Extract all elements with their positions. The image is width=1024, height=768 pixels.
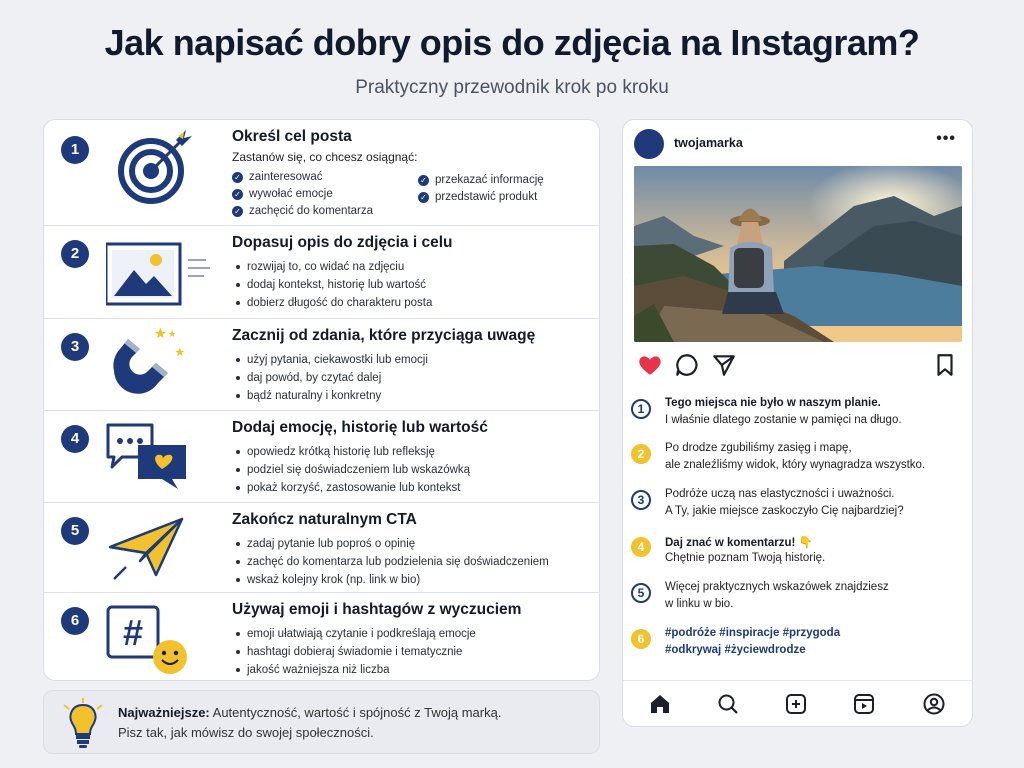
page-title: Jak napisać dobry opis do zdjęcia na Instagram? [104,22,920,63]
caption-number: 2 [631,444,651,464]
caption-line: Więcej praktycznych wskazówek znajdziesz [665,581,889,593]
step-2 [44,225,600,316]
bullet-list [234,443,470,497]
step-4 [44,410,600,501]
step-intro: Zastanów się, co chcesz osiągnąć: [232,150,418,164]
step-3 [44,318,600,409]
instagram-post-mockup [622,119,973,727]
step-1 [44,120,600,217]
step-title: Zacznij od zdania, które przyciąga uwagę [232,327,536,344]
goals-list-left [232,169,373,220]
list-item: pokaż korzyść, zastosowanie lub kontekst [234,479,470,497]
step-title: Zakończ naturalnym CTA [232,511,417,528]
list-item: zadaj pytanie lub poproś o opinię [234,535,549,553]
caption-line: Chętnie poznam Twoją historię. [665,552,826,564]
step-title: Używaj emoji i hashtagów z wyczuciem [232,601,522,618]
list-item: ✓ przedstawić produkt [418,189,544,206]
list-item: zachęć do komentarza lub podzielenia się doświadczeniem [234,553,549,571]
page-subtitle: Praktyczny przewodnik krok po kroku [355,77,669,98]
bullet-list [234,351,428,405]
profile-icon[interactable] [922,692,946,716]
more-options-icon[interactable]: ••• [936,130,956,147]
caption-line: Tego miejsca nie było w naszym planie. [665,397,881,409]
caption-number: 4 [631,537,651,557]
avatar[interactable] [634,129,664,159]
caption-line: I właśnie dlatego zostanie w pamięci na długo. [665,414,902,426]
caption-line: w linku w bio. [665,598,734,610]
step-title: Dodaj emocję, historię lub wartość [232,419,488,436]
list-item: daj powód, by czytać dalej [234,369,428,387]
tip-label: Najważniejsze: [118,705,210,720]
caption-number: 3 [631,490,651,510]
username[interactable]: twojamarka [674,136,743,150]
step-number: 5 [61,517,89,545]
list-item: opowiedz krótką historię lub refleksję [234,443,470,461]
heart-icon[interactable] [637,352,663,378]
tip-text-1 [118,705,501,720]
bookmark-icon[interactable] [932,352,958,378]
hashtag-line[interactable]: #odkrywaj #życiewdrodze [665,644,806,656]
list-item: rozwijaj to, co widać na zdjęciu [234,258,432,276]
list-item: podziel się doświadczeniem lub wskazówką [234,461,470,479]
bullet-list [234,535,549,589]
list-item: ✓ przekazać informację [418,172,544,189]
caption-line: ale znaleźliśmy widok, który wynagradza wszystko. [665,459,926,471]
step-number: 4 [61,425,89,453]
share-icon[interactable] [711,352,737,378]
tip-text-2: Pisz tak, jak mówisz do swojej społeczności. [118,725,374,740]
step-title: Dopasuj opis do zdjęcia i celu [232,234,453,251]
list-item: użyj pytania, ciekawostki lub emocji [234,351,428,369]
post-actions [623,352,973,380]
light-bulb-icon [60,697,106,749]
comment-icon[interactable] [674,352,700,378]
caption-number: 6 [631,629,651,649]
list-item: emoji ułatwiają czytanie i podkreślają emocje [234,625,476,643]
list-item: ✓ zachęcić do komentarza [232,203,373,220]
add-post-icon[interactable] [784,692,808,716]
step-number: 6 [61,607,89,635]
list-item: hashtagi dobieraj świadomie i tematycznie [234,643,476,661]
home-icon[interactable] [648,692,672,716]
caption-number: 1 [631,399,651,419]
step-5 [44,502,600,593]
svg-text:#: # [122,612,144,653]
bullet-list [234,625,476,679]
caption-number: 5 [631,583,651,603]
search-icon[interactable] [716,692,740,716]
tip-box [43,690,600,754]
hashtag-line[interactable]: #podróże #inspiracje #przygoda [665,627,841,639]
bullet-list [234,258,432,312]
list-item: ✓ zainteresować [232,169,373,186]
post-photo[interactable] [634,166,962,342]
list-item: bądź naturalny i konkretny [234,387,428,405]
step-number: 1 [61,136,89,164]
caption-line: Po drodze zgubiliśmy zasięg i mapę, [665,442,852,454]
list-item: jakość ważniejsza niż liczba [234,661,476,679]
step-number: 3 [61,333,89,361]
goals-list-right [418,172,544,206]
list-item: dobierz długość do charakteru posta [234,294,432,312]
bottom-nav [623,680,973,726]
list-item: wskaż kolejny krok (np. link w bio) [234,571,549,589]
caption-line: A Ty, jakie miejsce zaskoczyło Cię najbardziej? [665,505,904,517]
guide-panel [43,119,600,681]
list-item: dodaj kontekst, historię lub wartość [234,276,432,294]
list-item: ✓ wywołać emocje [232,186,373,203]
step-title: Określ cel posta [232,128,352,145]
step-6 [44,592,600,681]
tip-text: Autentyczność, wartość i spójność z Twoją marką. [209,705,502,720]
caption-line: Daj znać w komentarzu! 👇 [665,537,813,549]
reels-icon[interactable] [852,692,876,716]
caption-line: Podróże uczą nas elastyczności i uważności. [665,488,895,500]
step-number: 2 [61,240,89,268]
